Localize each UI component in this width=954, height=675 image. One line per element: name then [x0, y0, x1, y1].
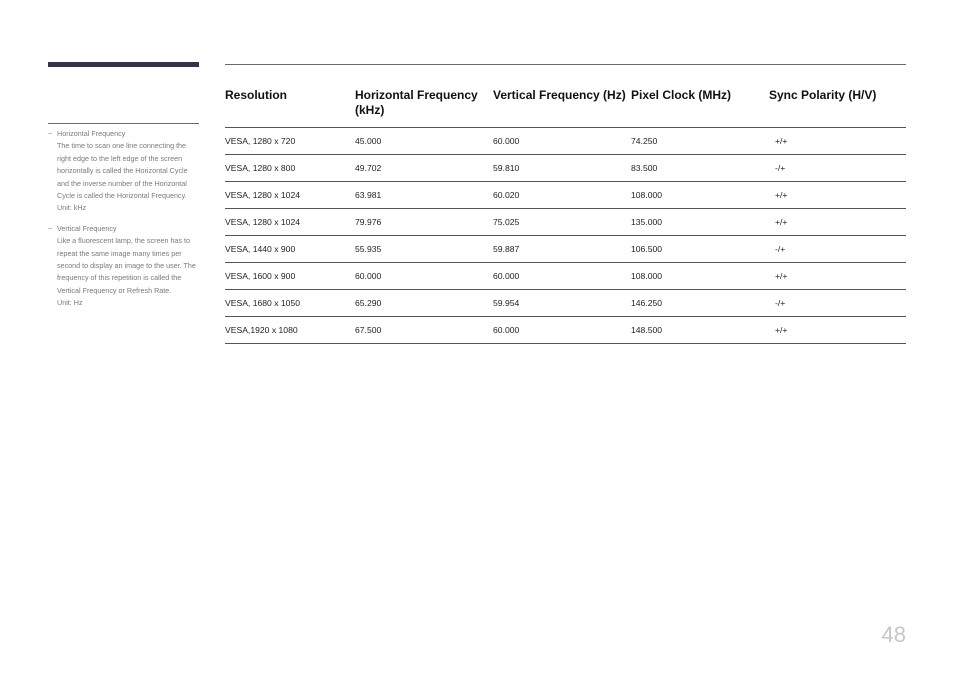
header-sync-polarity: Sync Polarity (H/V) [769, 80, 906, 128]
note-title: Vertical Frequency [57, 223, 117, 233]
note-unit: Unit: Hz [57, 298, 83, 308]
cell-vertical-frequency: 59.954 [493, 290, 631, 317]
note-body [48, 140, 200, 214]
cell-pixel-clock: 146.250 [631, 290, 769, 317]
cell-horizontal-frequency: 60.000 [355, 263, 493, 290]
cell-horizontal-frequency: 49.702 [355, 155, 493, 182]
header-resolution: Resolution [225, 80, 355, 128]
cell-pixel-clock: 83.500 [631, 155, 769, 182]
table-row [225, 209, 906, 236]
cell-horizontal-frequency: 65.290 [355, 290, 493, 317]
cell-pixel-clock: 108.000 [631, 263, 769, 290]
cell-pixel-clock: 74.250 [631, 128, 769, 155]
cell-sync-polarity: +/+ [769, 182, 906, 209]
note-head [48, 223, 200, 235]
table-row [225, 290, 906, 317]
cell-pixel-clock: 108.000 [631, 182, 769, 209]
cell-resolution: VESA, 1680 x 1050 [225, 290, 355, 317]
cell-vertical-frequency: 75.025 [493, 209, 631, 236]
cell-resolution: VESA, 1280 x 1024 [225, 182, 355, 209]
note-horizontal-frequency [48, 128, 200, 215]
cell-horizontal-frequency: 63.981 [355, 182, 493, 209]
note-unit: Unit: kHz [57, 203, 87, 213]
cell-sync-polarity: -/+ [769, 155, 906, 182]
cell-sync-polarity: +/+ [769, 209, 906, 236]
cell-vertical-frequency: 60.000 [493, 317, 631, 344]
note-text: Like a fluorescent lamp, the screen has to repeat the same image many times per second to display an image to the user. The frequency of this repetition is called the Vertical Frequency or Refresh Rate. [57, 236, 196, 295]
cell-vertical-frequency: 60.020 [493, 182, 631, 209]
header-pixel-clock: Pixel Clock (MHz) [631, 80, 769, 128]
header-horizontal-frequency: Horizontal Frequency (kHz) [355, 80, 493, 128]
timing-table [225, 80, 906, 344]
table-body [225, 128, 906, 344]
cell-resolution: VESA, 1280 x 720 [225, 128, 355, 155]
cell-pixel-clock: 148.500 [631, 317, 769, 344]
table-row [225, 155, 906, 182]
cell-resolution: VESA, 1600 x 900 [225, 263, 355, 290]
table-row [225, 236, 906, 263]
header-vertical-frequency: Vertical Frequency (Hz) [493, 80, 631, 128]
page-number: 48 [881, 622, 906, 647]
cell-sync-polarity: -/+ [769, 290, 906, 317]
table-header-row [225, 80, 906, 128]
cell-horizontal-frequency: 55.935 [355, 236, 493, 263]
cell-vertical-frequency: 60.000 [493, 263, 631, 290]
table-row [225, 263, 906, 290]
notes-rule [48, 123, 199, 124]
note-text: The time to scan one line connecting the right edge to the left edge of the screen horizontally is called the Horizontal Cycle and the inverse number of the Horizontal Cycle is called the Horizontal Frequency. [57, 141, 188, 201]
cell-vertical-frequency: 59.887 [493, 236, 631, 263]
cell-resolution: VESA, 1280 x 1024 [225, 209, 355, 236]
cell-horizontal-frequency: 45.000 [355, 128, 493, 155]
cell-sync-polarity: +/+ [769, 128, 906, 155]
note-dash: − [48, 129, 53, 138]
note-body [48, 235, 200, 309]
cell-resolution: VESA, 1440 x 900 [225, 236, 355, 263]
cell-sync-polarity: -/+ [769, 236, 906, 263]
cell-vertical-frequency: 60.000 [493, 128, 631, 155]
cell-vertical-frequency: 59.810 [493, 155, 631, 182]
note-vertical-frequency [48, 223, 200, 310]
table-row [225, 128, 906, 155]
header-rule [225, 64, 906, 65]
table-row [225, 317, 906, 344]
cell-pixel-clock: 135.000 [631, 209, 769, 236]
note-title: Horizontal Frequency [57, 129, 126, 138]
note-dash: − [48, 223, 53, 233]
note-head [48, 128, 200, 140]
section-marker-bar [48, 62, 199, 67]
cell-sync-polarity: +/+ [769, 263, 906, 290]
cell-pixel-clock: 106.500 [631, 236, 769, 263]
cell-resolution: VESA,1920 x 1080 [225, 317, 355, 344]
notes-panel [48, 128, 200, 318]
cell-horizontal-frequency: 79.976 [355, 209, 493, 236]
cell-sync-polarity: +/+ [769, 317, 906, 344]
cell-horizontal-frequency: 67.500 [355, 317, 493, 344]
table-row [225, 182, 906, 209]
cell-resolution: VESA, 1280 x 800 [225, 155, 355, 182]
